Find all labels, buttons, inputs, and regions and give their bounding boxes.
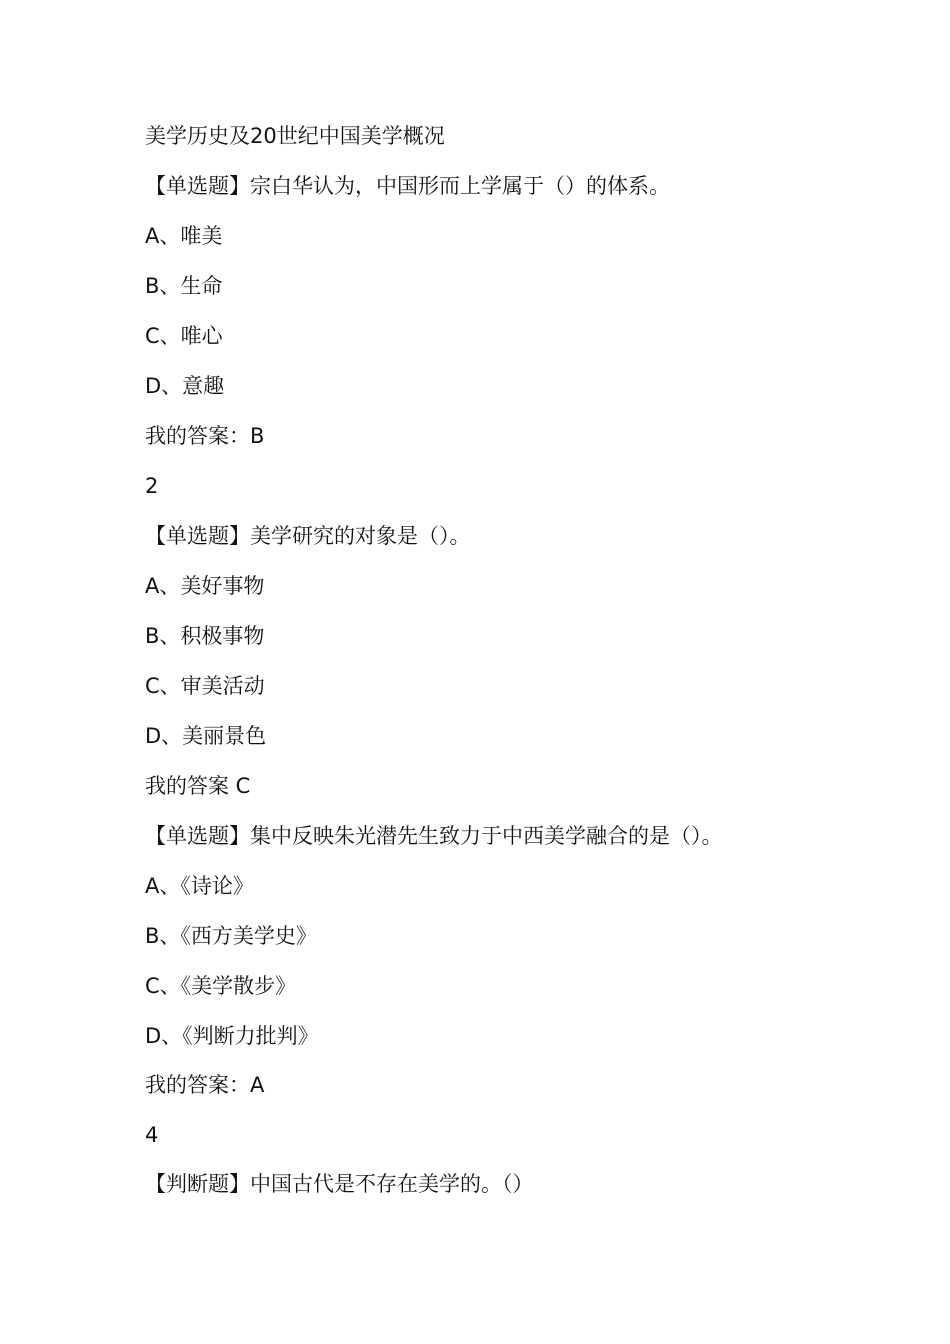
question-number-4: 4 <box>145 1123 159 1147</box>
question-2-option-a: A、美好事物 <box>145 574 265 598</box>
question-1-option-a: A、唯美 <box>145 224 223 248</box>
question-4-stem: 【判断题】中国古代是不存在美学的。（） <box>145 1172 534 1196</box>
question-3-option-d: D、《判断力批判》 <box>145 1024 319 1048</box>
question-1-option-d: D、意趣 <box>145 374 225 398</box>
question-2-answer: 我的答案 C <box>145 774 251 798</box>
question-2-option-b: B、积极事物 <box>145 624 265 648</box>
question-3-option-c: C、《美学散步》 <box>145 974 297 998</box>
document-title: 美学历史及20世纪中国美学概况 <box>145 124 445 148</box>
question-3-option-b: B、《西方美学史》 <box>145 924 317 948</box>
question-2-option-d: D、美丽景色 <box>145 724 267 748</box>
question-2-option-c: C、审美活动 <box>145 674 265 698</box>
question-3-stem: 【单选题】集中反映朱光潜先生致力于中西美学融合的是（）。 <box>145 824 723 848</box>
question-1-option-b: B、生命 <box>145 274 223 298</box>
question-number-2: 2 <box>145 474 159 498</box>
question-1-stem: 【单选题】宗白华认为，中国形而上学属于（）的体系。 <box>145 174 670 198</box>
question-1-answer: 我的答案：B <box>145 424 265 448</box>
question-1-option-c: C、唯心 <box>145 324 223 348</box>
question-3-option-a: A、《诗论》 <box>145 874 254 898</box>
question-2-stem: 【单选题】美学研究的对象是（）。 <box>145 524 471 548</box>
question-3-answer: 我的答案：A <box>145 1073 265 1097</box>
